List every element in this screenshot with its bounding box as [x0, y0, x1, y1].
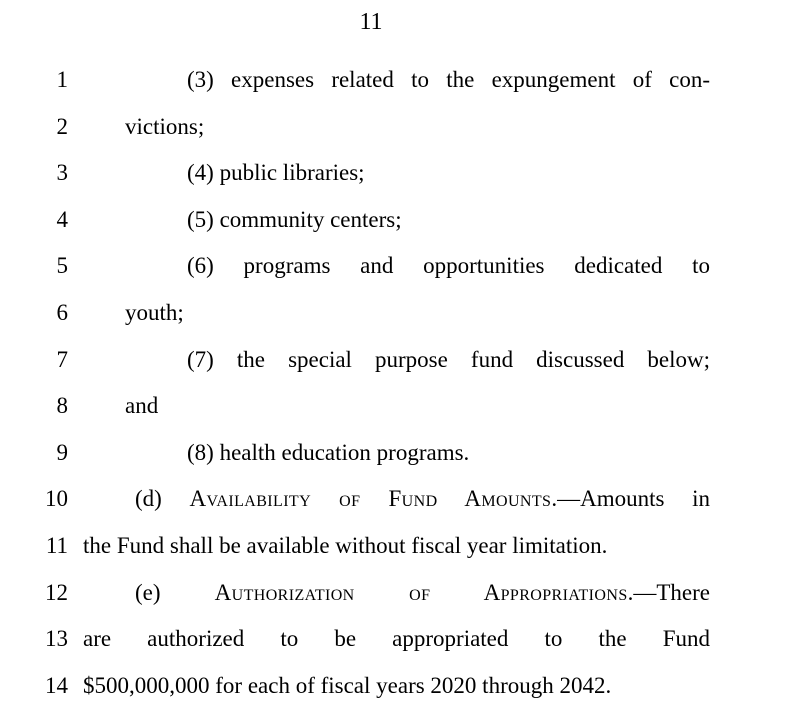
bill-line — [0, 616, 793, 663]
bill-line — [0, 197, 793, 244]
line-number: 3 — [56, 160, 68, 186]
line-text — [83, 523, 710, 570]
bill-line — [0, 243, 793, 290]
line-text — [83, 197, 710, 244]
text-segment: (6) programs and opportunities dedicated to — [187, 253, 710, 279]
bill-line — [0, 476, 793, 523]
line-text — [83, 383, 710, 430]
text-segment: .—Amounts in — [551, 486, 710, 512]
bill-line — [0, 337, 793, 384]
bill-line — [0, 104, 793, 151]
line-text — [83, 476, 710, 523]
line-number: 14 — [45, 672, 68, 698]
line-text — [83, 243, 710, 290]
bill-line — [0, 290, 793, 337]
text-segment: are authorized to be appropriated to the Fund — [83, 626, 710, 652]
line-text — [83, 430, 710, 477]
text-segment: victions; — [125, 113, 205, 139]
text-segment: (7) the special purpose fund discussed below; — [187, 346, 710, 372]
line-number: 10 — [45, 486, 68, 512]
bill-line — [0, 663, 793, 710]
line-text — [83, 150, 710, 197]
bill-line — [0, 523, 793, 570]
bill-line — [0, 150, 793, 197]
line-number: 8 — [56, 393, 68, 419]
line-number: 13 — [45, 626, 68, 652]
text-segment: (3) expenses related to the expungement of con- — [187, 67, 710, 92]
line-number: 12 — [45, 579, 68, 605]
text-segment: (d) — [135, 486, 190, 512]
line-text — [83, 616, 710, 663]
line-text — [83, 570, 710, 617]
bill-line — [0, 383, 793, 430]
line-text — [83, 663, 710, 710]
text-segment: (5) community centers; — [187, 206, 402, 232]
bill-line — [0, 57, 793, 104]
line-number: 2 — [56, 113, 68, 139]
line-number: 6 — [56, 299, 68, 325]
text-segment: (4) public libraries; — [187, 160, 365, 186]
line-text — [83, 337, 710, 384]
text-segment: youth; — [125, 299, 184, 325]
small-caps-heading: Authorization of Appropriations — [214, 579, 628, 605]
line-number: 4 — [56, 206, 68, 232]
bill-line — [0, 430, 793, 477]
text-segment: (8) health education programs. — [187, 439, 470, 465]
line-number: 9 — [56, 439, 68, 465]
line-number: 5 — [56, 253, 68, 279]
line-number: 1 — [56, 67, 68, 92]
text-segment: (e) — [135, 579, 215, 605]
bill-line — [0, 570, 793, 617]
line-text — [83, 57, 710, 104]
text-segment: the Fund shall be available without fiscal year limitation. — [83, 532, 608, 558]
line-text — [83, 104, 710, 151]
small-caps-heading: Availability of Fund Amounts — [189, 486, 552, 512]
text-segment: and — [125, 393, 159, 419]
bill-lines — [0, 57, 793, 709]
line-number: 7 — [56, 346, 68, 372]
text-segment: $500,000,000 for each of fiscal years 2020 through 2042. — [83, 672, 612, 698]
line-number: 11 — [45, 532, 68, 558]
line-text — [83, 290, 710, 337]
page-number: 11 — [359, 9, 383, 35]
text-segment: .—There — [627, 579, 710, 605]
